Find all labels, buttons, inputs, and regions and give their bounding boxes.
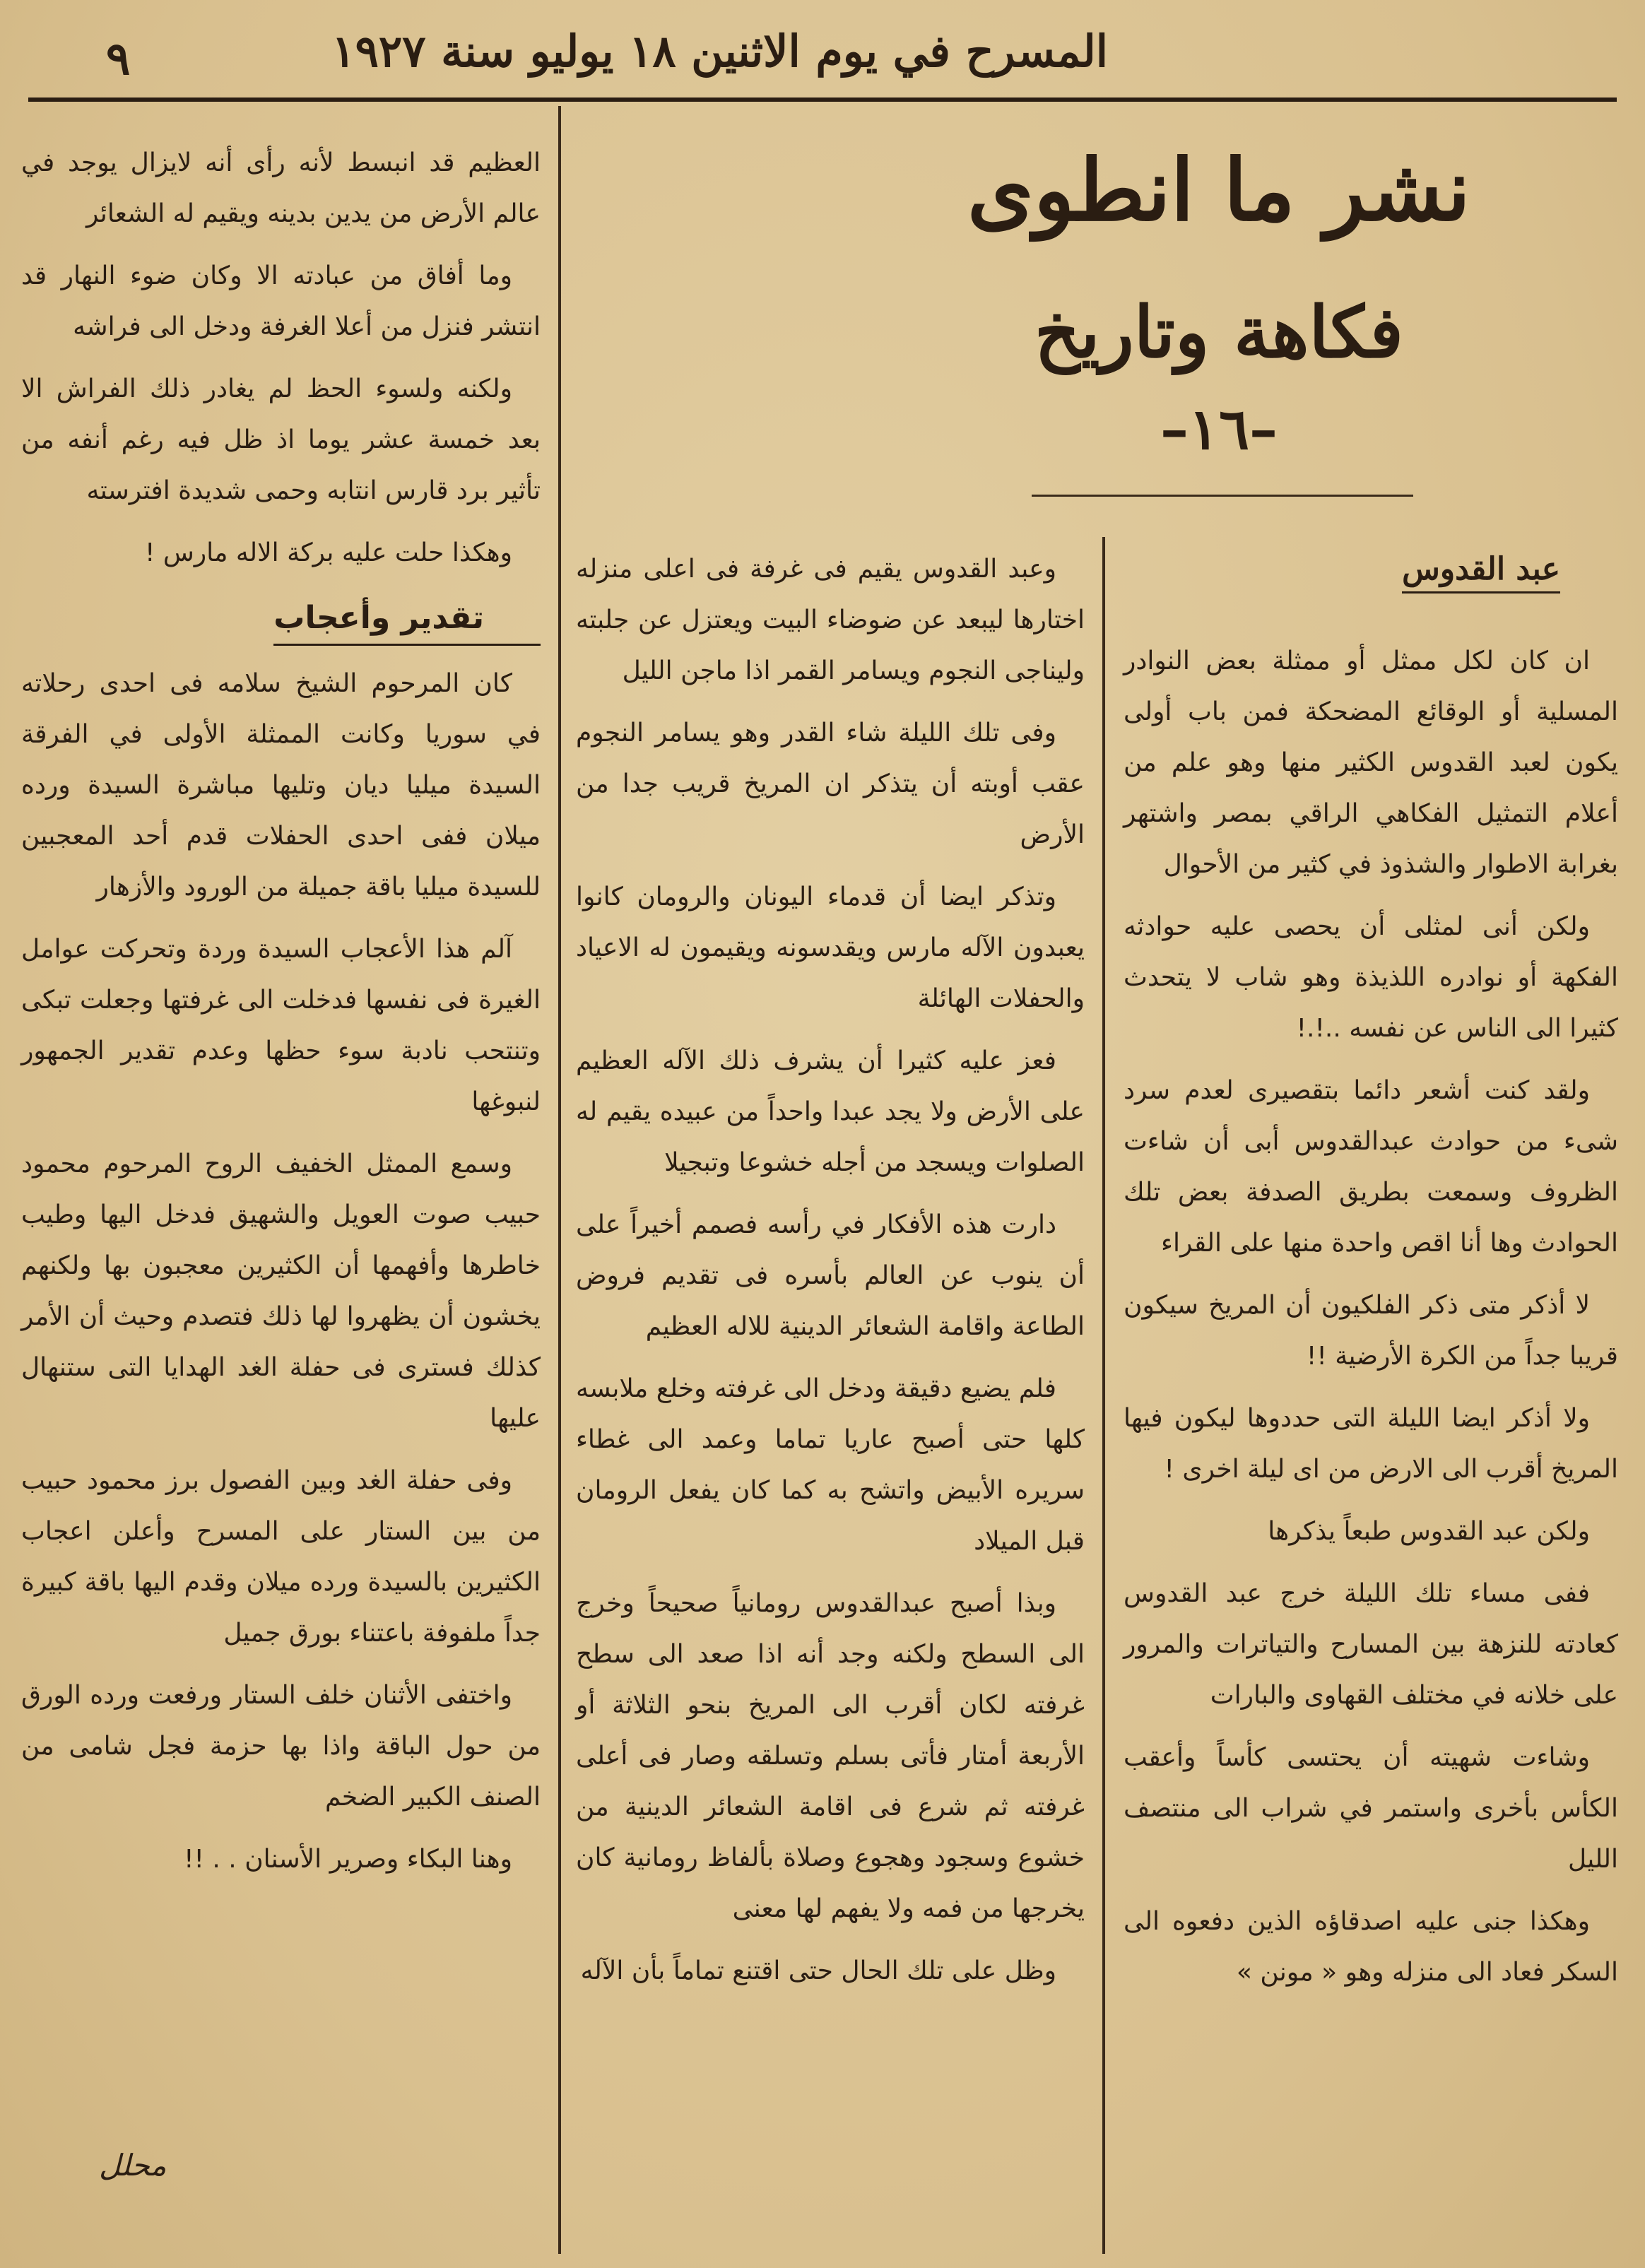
page-header bbox=[28, 13, 1617, 102]
column-right bbox=[1124, 636, 1618, 2009]
page-number: ٩ bbox=[106, 33, 131, 85]
author-signature: محلل bbox=[99, 2148, 167, 2183]
section-heading: عبد القدوس bbox=[1402, 551, 1560, 593]
article-number: –١٦– bbox=[1160, 396, 1278, 462]
column-middle bbox=[576, 544, 1085, 2008]
paragraph: وسمع الممثل الخفيف الروح المرحوم محمود حبيب صوت العويل والشهيق فدخل اليها وطيب خاطرها وأفهمها أن الكثيرين معجبون بها ولكنهم يخشون أن يظهروا لها ذلك فتصدم وحيث أن الأمر كذلك فسترى فى حفلة الغد الهدايا التى ستنهال عليها bbox=[21, 1150, 541, 1433]
paragraph: العظيم قد انبسط لأنه رأى أنه لايزال يوجد في عالم الأرض من يدين بدينه ويقيم له الشعائر bbox=[21, 148, 541, 228]
paragraph: وبذا أصبح عبدالقدوس رومانياً صحيحاً وخرج الى السطح ولكنه وجد أنه اذا صعد الى سطح غرفته لكان أقرب الى المريخ بنحو الثلاثة أو الأربعة أمتار فأتى بسلم وتسلقه وصار فى أعلى غرفته ثم شرع فى اقامة الشعائر الدينية من خشوع وسجود وهجوع وصلاة بألفاظ رومانية كان يخرجها من فمه ولا يفهم لها معنى bbox=[576, 1589, 1085, 1923]
paragraph: ولكن أنى لمثلى أن يحصى عليه حوادثه الفكهة أو نوادره اللذيذة وهو شاب لا يتحدث كثيرا الى الناس عن نفسه ..!.! bbox=[1124, 912, 1618, 1043]
paragraph: وهكذا جنى عليه اصدقاؤه الذين دفعوه الى السكر فعاد الى منزله وهو « مونن » bbox=[1124, 1907, 1618, 1987]
paragraph: فعز عليه كثيرا أن يشرف ذلك الآله العظيم على الأرض ولا يجد عبدا واحداً من عبيده يقيم له الصلوات ويسجد من أجله خشوعا وتبجيلا bbox=[576, 1046, 1085, 1177]
header-title: المسرح في يوم الاثنين ١٨ يوليو سنة ١٩٢٧ bbox=[331, 25, 1108, 77]
column-divider bbox=[1102, 537, 1105, 2254]
paragraph: وفى تلك الليلة شاء القدر وهو يسامر النجوم عقب أوبته أن يتذكر ان المريخ قريب جدا من الأرض bbox=[576, 719, 1085, 849]
paragraph: دارت هذه الأفكار في رأسه فصمم أخيراً على أن ينوب عن العالم بأسره فى تقديم فروض الطاعة واقامة الشعائر الدينية للاله العظيم bbox=[576, 1210, 1085, 1341]
paragraph: وعبد القدوس يقيم فى غرفة فى اعلى منزله اختارها ليبعد عن ضوضاء البيت ويعتزل عن جلبته وليناجى النجوم ويسامر القمر اذا ماجن الليل bbox=[576, 555, 1085, 685]
paragraph: وظل على تلك الحال حتى اقتنع تماماً بأن الآله bbox=[580, 1956, 1056, 1985]
paragraph: وفى حفلة الغد وبين الفصول برز محمود حبيب من بين الستار على المسرح وأعلن اعجاب الكثيرين بالسيدة ورده ميلان وقدم اليها باقة كبيرة جداً ملفوفة باعتناء بورق جميل bbox=[21, 1466, 541, 1648]
column-divider bbox=[558, 106, 561, 2254]
paragraph: واختفى الأثنان خلف الستار ورفعت ورده الورق من حول الباقة واذا بها حزمة فجل شامى من الصنف الكبير الضخم bbox=[21, 1681, 541, 1812]
title-rule bbox=[1032, 495, 1413, 497]
section-heading-appreciation: تقدير وأعجاب bbox=[273, 593, 541, 646]
paragraph: فلم يضيع دقيقة ودخل الى غرفته وخلع ملابسه كلها حتى أصبح عاريا تماما وعمد الى غطاء سريره الأبيض واتشح به كما كان يفعل الرومان قبل الميلاد bbox=[576, 1374, 1085, 1556]
paragraph: وهكذا حلت عليه بركة الاله مارس ! bbox=[144, 538, 512, 567]
paragraph: آلم هذا الأعجاب السيدة وردة وتحركت عوامل الغيرة فى نفسها فدخلت الى غرفتها وجعلت تبكى وتنتحب نادبة سوء حظها وعدم تقدير الجمهور لنبوغها bbox=[21, 935, 541, 1116]
paragraph: ولا أذكر ايضا الليلة التى حددوها ليكون فيها المريخ أقرب الى الارض من اى ليلة اخرى ! bbox=[1124, 1404, 1618, 1484]
paragraph: وما أفاق من عبادته الا وكان ضوء النهار قد انتشر فنزل من أعلا الغرفة ودخل الى فراشه bbox=[21, 261, 541, 341]
paragraph: وهنا البكاء وصرير الأسنان . . !! bbox=[184, 1845, 512, 1874]
paragraph: ولقد كنت أشعر دائما بتقصيرى لعدم سرد شىء من حوادث عبدالقدوس أبى أن شاءت الظروف وسمعت بطريق الصدفة بعض تلك الحوادث وها أنا اقص واحدة منها على القراء bbox=[1124, 1076, 1618, 1258]
paragraph: كان المرحوم الشيخ سلامه فى احدى رحلاته في سوريا وكانت الممثلة الأولى في الفرقة السيدة ميليا ديان وتليها مباشرة السيدة ورده ميلان ففى احدى الحفلات قدم أحد المعجبين للسيدة ميليا باقة جميلة من الورود والأزهار bbox=[21, 669, 541, 902]
article-title: نشر ما انطوى bbox=[967, 141, 1471, 240]
paragraph: ولكن عبد القدوس طبعاً يذكرها bbox=[1268, 1517, 1590, 1546]
paragraph: وتذكر ايضا أن قدماء اليونان والرومان كانوا يعبدون الآله مارس ويقدسونه ويقيمون له الاعياد والحفلات الهائلة bbox=[576, 882, 1085, 1013]
paragraph: لا أذكر متى ذكر الفلكيون أن المريخ سيكون قريبا جداً من الكرة الأرضية !! bbox=[1124, 1291, 1618, 1371]
paragraph: ففى مساء تلك الليلة خرج عبد القدوس كعادته للنزهة بين المسارح والتياترات والمرور على خلانه في مختلف القهاوى والبارات bbox=[1124, 1579, 1618, 1710]
paragraph: ان كان لكل ممثل أو ممثلة بعض النوادر المسلية أو الوقائع المضحكة فمن باب أولى يكون لعبد القدوس الكثير منها وهو علم من أعلام التمثيل الفكاهي الراقي بمصر واشتهر بغرابة الاطوار والشذوذ في كثير من الأحوال bbox=[1124, 646, 1618, 879]
paragraph: وشاءت شهيته أن يحتسى كأساً وأعقب الكأس بأخرى واستمر في شراب الى منتصف الليل bbox=[1124, 1743, 1618, 1874]
article-subtitle: فكاهة وتاريخ bbox=[1034, 290, 1403, 374]
paragraph: ولكنه ولسوء الحظ لم يغادر ذلك الفراش الا بعد خمسة عشر يوما اذ ظل فيه رغم أنفه من تأثير برد قارس انتابه وحمى شديدة افترسته bbox=[21, 374, 541, 505]
column-left bbox=[21, 138, 541, 1896]
